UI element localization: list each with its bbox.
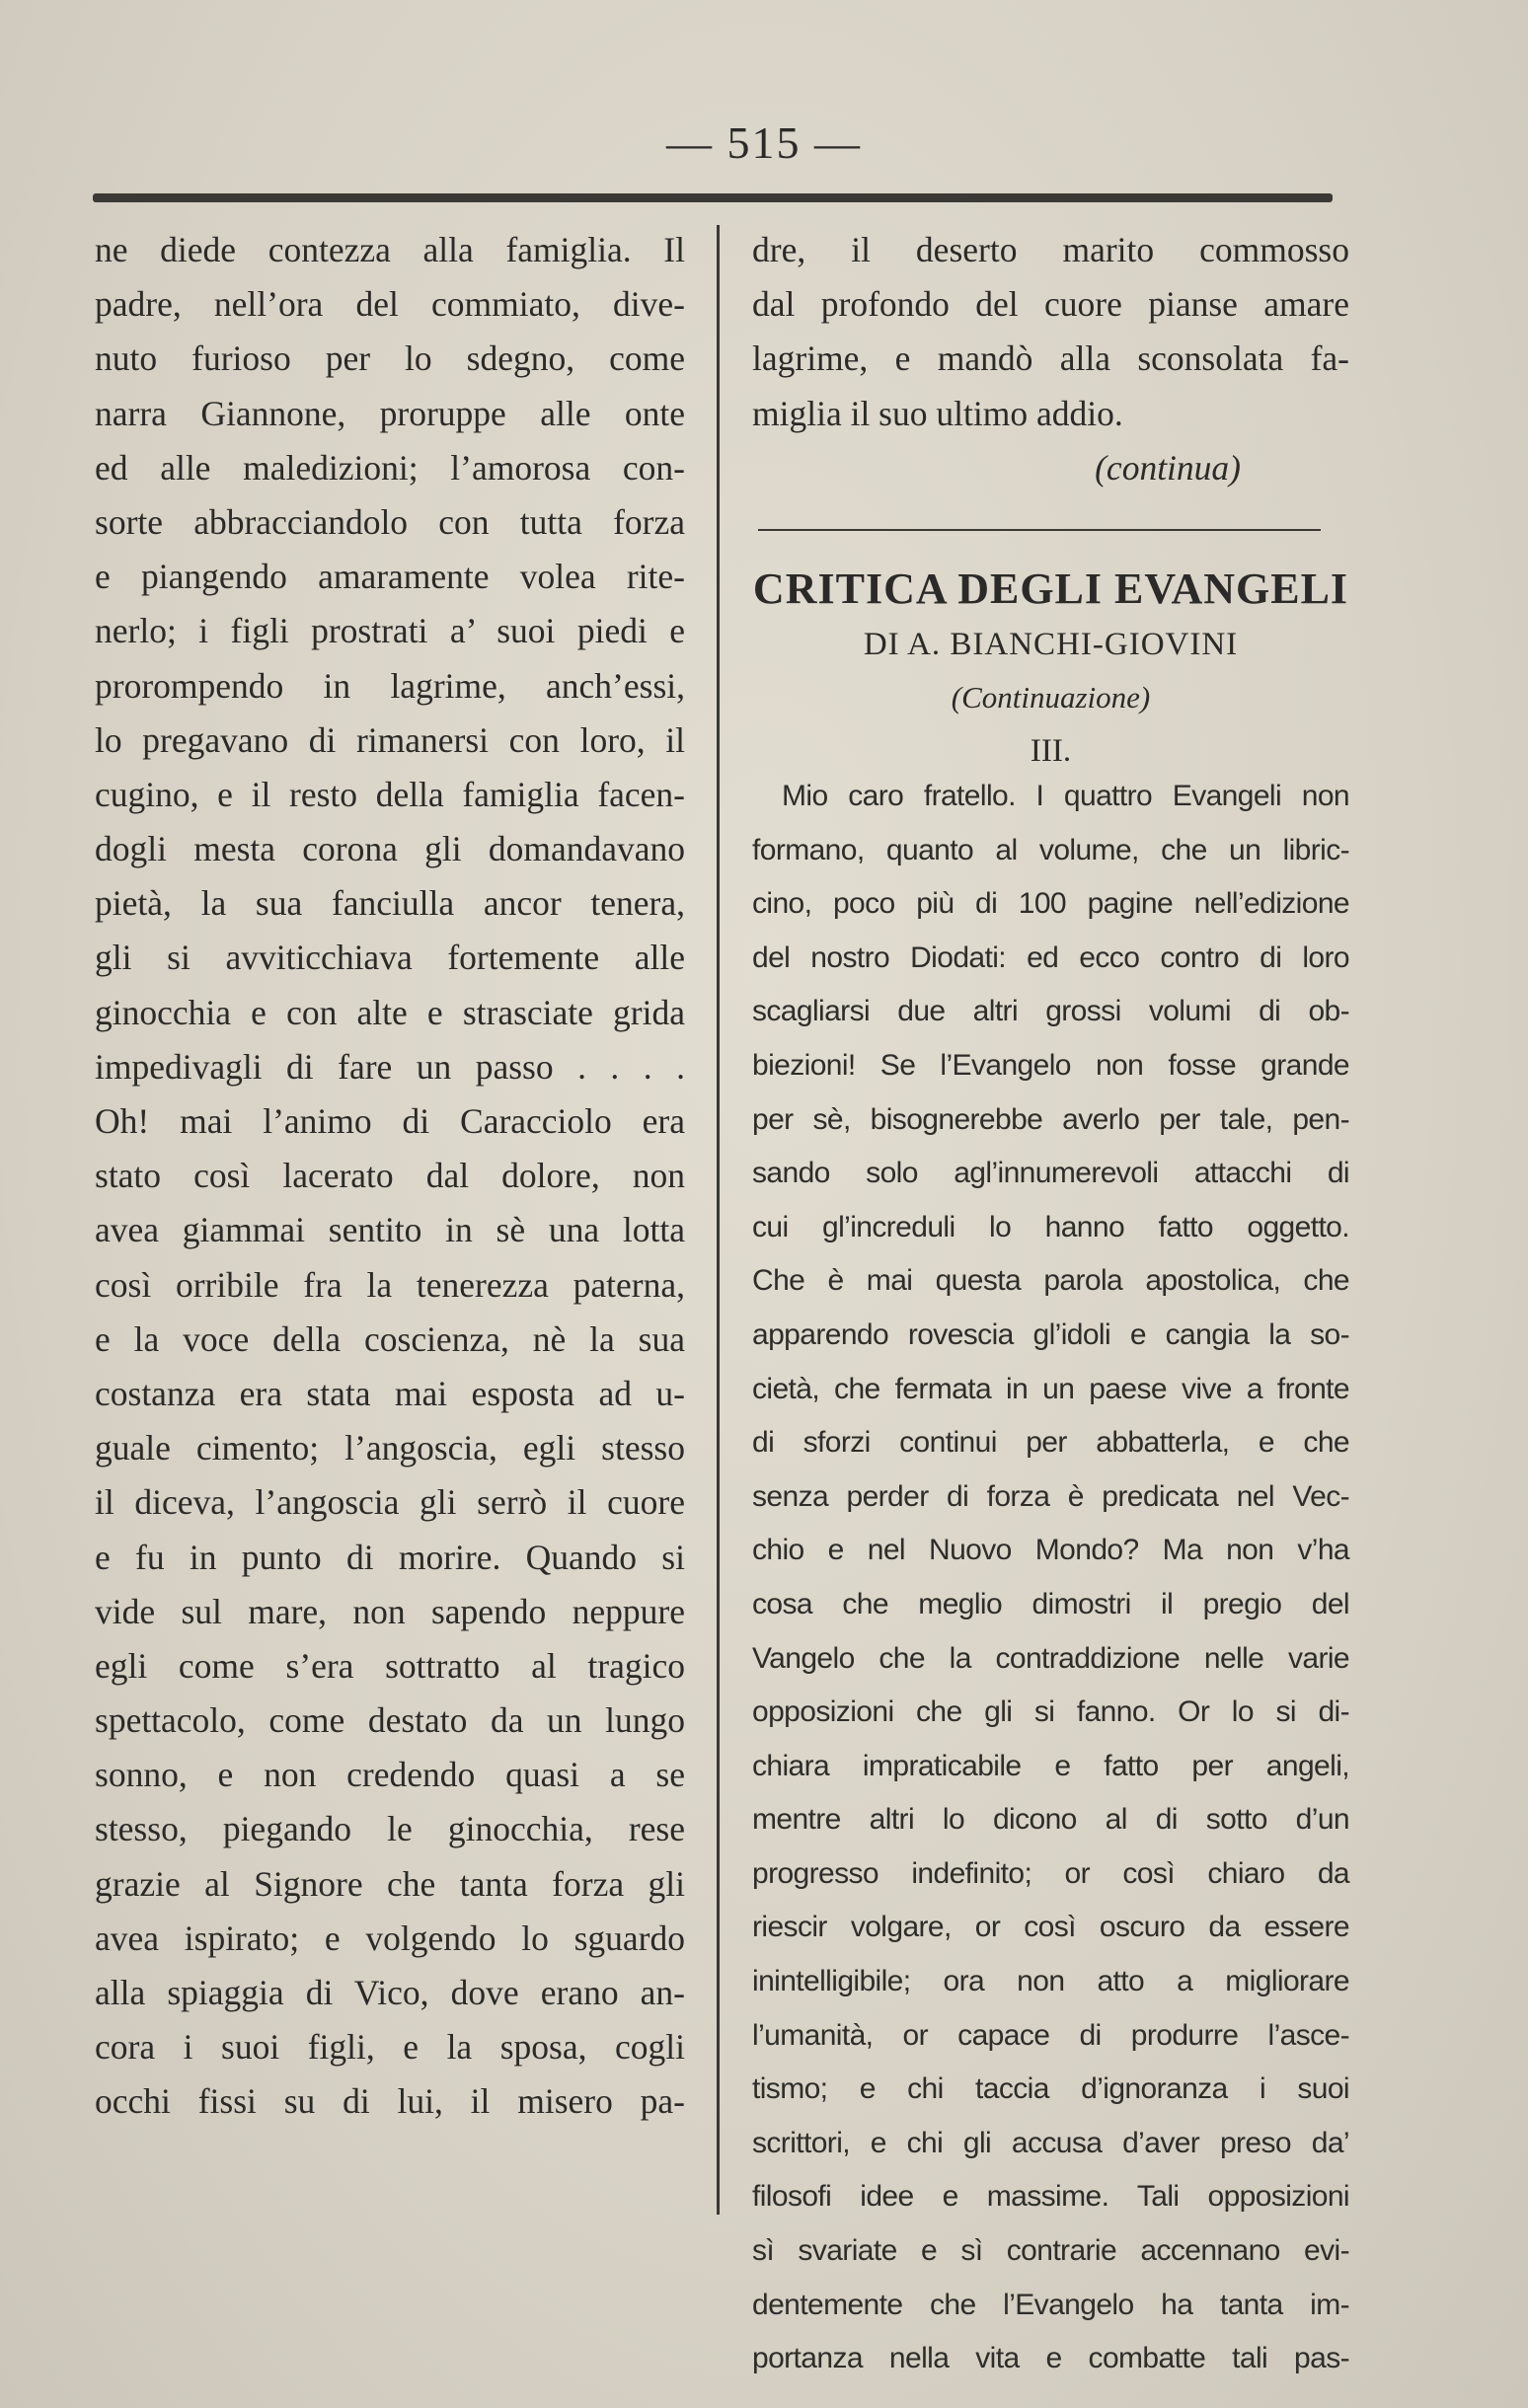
text-line: Vangelo che la contraddizione nelle varie — [752, 1641, 1349, 1675]
text-line: inintelligibile; ora non atto a migliorare — [752, 1965, 1349, 1998]
text-line: sì svariate e sì contrarie accennano evi- — [752, 2234, 1349, 2268]
column-divider — [717, 225, 720, 2215]
text-line: l’umanità, or capace di produrre l’asce- — [752, 2018, 1349, 2052]
text-line: Mio caro fratello. I quattro Evangeli non — [782, 780, 1349, 812]
text-line: ed alle maledizioni; l’amorosa con- — [95, 447, 685, 488]
article-author: DI A. BIANCHI-GIOVINI — [863, 627, 1239, 662]
section-rule — [758, 529, 1321, 531]
text-line: riescir volgare, or così oscuro da essere — [752, 1911, 1349, 1944]
text-line: dentemente che l’Evangelo ha tanta im- — [752, 2288, 1349, 2321]
text-line: vide sul mare, non sapendo neppure — [95, 1591, 685, 1631]
text-line: portanza nella vita e combatte tali pas- — [752, 2342, 1349, 2375]
page-number: — 515 — — [666, 117, 862, 168]
text-line: Che è mai questa parola apostolica, che — [752, 1264, 1349, 1298]
article-subtitle: (Continuazione) — [951, 680, 1151, 715]
text-line: del nostro Diodati: ed ecco contro di loro — [752, 941, 1349, 974]
text-line: per sè, bisognerebbe averlo per tale, pen- — [752, 1102, 1349, 1136]
text-line: opposizioni che gli si fanno. Or lo si di- — [752, 1695, 1349, 1729]
text-line: lo pregavano di rimanersi con loro, il — [95, 719, 685, 760]
text-line: scagliarsi due altri grossi volumi di ob- — [752, 995, 1349, 1028]
text-line: occhi fissi su di lui, il misero pa- — [95, 2081, 685, 2122]
text-line: prorompendo in lagrime, anch’essi, — [95, 665, 685, 706]
text-line: narra Giannone, proruppe alle onte — [95, 393, 685, 433]
text-line: cietà, che fermata in un paese vive a fronte — [752, 1372, 1349, 1405]
text-line: costanza era stata mai esposta ad u- — [95, 1373, 685, 1413]
text-line: progresso indefinito; or così chiaro da — [752, 1856, 1349, 1890]
top-rule — [93, 193, 1333, 202]
text-line: cosa che meglio dimostri il pregio del — [752, 1587, 1349, 1620]
text-line: ne diede contezza alla famiglia. Il — [95, 230, 685, 269]
text-line: apparendo rovescia gl’idoli e cangia la so- — [752, 1317, 1349, 1351]
text-line: cino, poco più di 100 pagine nell’edizione — [752, 887, 1349, 921]
text-line: gli si avviticchiava fortemente alle — [95, 938, 685, 978]
text-line: nerlo; i figli prostrati a’ suoi piedi e — [95, 611, 685, 651]
text-line: e la voce della coscienza, nè la sua — [95, 1318, 685, 1359]
text-line: cora i suoi figli, e la sposa, cogli — [95, 2027, 685, 2068]
text-line: mentre altri lo dicono al di sotto d’un — [752, 1803, 1349, 1837]
article-title: CRITICA DEGLI EVANGELI — [752, 564, 1349, 613]
text-line: miglia il suo ultimo addio. — [752, 393, 1123, 433]
text-line: sorte abbracciandolo con tutta forza — [95, 501, 685, 542]
text-line: impedivagli di fare un passo . . . . — [95, 1046, 685, 1087]
text-line: cugino, e il resto della famiglia facen- — [95, 774, 685, 814]
text-line: egli come s’era sottratto al tragico — [95, 1645, 685, 1686]
article-body — [752, 770, 1349, 2386]
text-line: grazie al Signore che tanta forza gli — [95, 1863, 685, 1904]
text-line: avea giammai sentito in sè una lotta — [95, 1210, 685, 1250]
text-line: spettacolo, come destato da un lungo — [95, 1700, 685, 1741]
text-line: avea ispirato; e volgendo lo sguardo — [95, 1918, 685, 1958]
text-line: sonno, e non credendo quasi a se — [95, 1755, 685, 1795]
article-heading — [752, 559, 1349, 776]
text-line: filosofi idee e massime. Tali opposizioni — [752, 2180, 1349, 2214]
text-line: formano, quanto al volume, che un libric- — [752, 833, 1349, 866]
text-line: il diceva, l’angoscia gli serrò il cuore — [95, 1482, 685, 1523]
text-line: di sforzi continui per abbatterla, e che — [752, 1426, 1349, 1460]
text-line: dogli mesta corona gli domandavano — [95, 829, 685, 869]
text-line: biezioni! Se l’Evangelo non fosse grande — [752, 1048, 1349, 1082]
text-line: cui gl’increduli lo hanno fatto oggetto. — [752, 1210, 1349, 1243]
text-line: Oh! mai l’animo di Caracciolo era — [95, 1101, 685, 1141]
text-line: sando solo agl’innumerevoli attacchi di — [752, 1157, 1349, 1190]
text-line: chiara impraticabile e fatto per angeli, — [752, 1749, 1349, 1782]
text-line: guale cimento; l’angoscia, egli stesso — [95, 1428, 685, 1468]
text-line: scrittori, e chi gli accusa d’aver preso da’ — [752, 2126, 1349, 2159]
text-line: padre, nell’ora del commiato, dive- — [95, 284, 685, 325]
text-line: stesso, piegando le ginocchia, rese — [95, 1809, 685, 1849]
text-line: e piangendo amaramente volea rite- — [95, 557, 685, 597]
text-line: dal profondo del cuore pianse amare — [752, 284, 1349, 325]
article-section-number: III. — [1030, 733, 1072, 769]
text-line: così orribile fra la tenerezza paterna, — [95, 1264, 685, 1305]
continua-note: (continua) — [1095, 447, 1241, 488]
text-line: e fu in punto di morire. Quando si — [95, 1537, 685, 1577]
text-line: pietà, la sua fanciulla ancor tenera, — [95, 883, 685, 924]
text-line: dre, il deserto marito commosso — [752, 230, 1349, 269]
text-line: alla spiaggia di Vico, dove erano an- — [95, 1973, 685, 2012]
text-line: lagrime, e mandò alla sconsolata fa- — [752, 339, 1349, 379]
text-line: ginocchia e con alte e strasciate grida — [95, 992, 685, 1032]
text-line: stato così lacerato dal dolore, non — [95, 1156, 685, 1196]
text-line: tismo; e chi taccia d’ignoranza i suoi — [752, 2072, 1349, 2106]
text-line: senza perder di forza è predicata nel Vec- — [752, 1479, 1349, 1513]
text-line: chio e nel Nuovo Mondo? Ma non v’ha — [752, 1534, 1349, 1567]
right-column-top — [752, 223, 1349, 495]
left-column — [95, 223, 685, 2130]
text-line: nuto furioso per lo sdegno, come — [95, 339, 685, 379]
